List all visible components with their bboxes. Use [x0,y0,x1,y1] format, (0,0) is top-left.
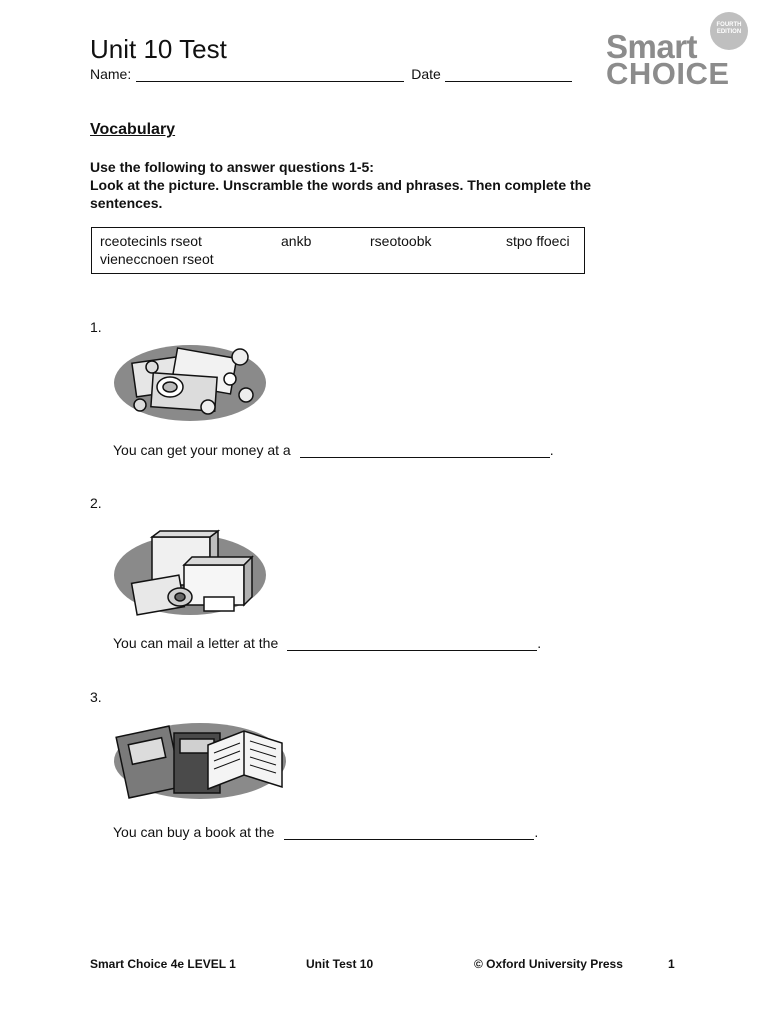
money-illustration [112,337,268,430]
page-number: 1 [668,957,675,971]
answer-line[interactable] [287,637,537,651]
name-line[interactable] [136,68,404,82]
question-number: 2. [90,495,102,511]
logo-line-2: CHOICE [606,56,730,91]
word-item: ankb [281,233,312,249]
badge-line-1: FOURTH [716,22,742,28]
footer-level: Smart Choice 4e LEVEL 1 [90,957,236,971]
sentence-row [113,442,554,458]
books-illustration [112,713,290,808]
sentence-end: . [537,635,542,651]
sentence-row [113,824,538,840]
sentence-text: You can get your money at a [113,442,291,458]
sentence-text: You can mail a letter at the [113,635,279,651]
smart-choice-logo [604,8,750,91]
date-label: Date [411,66,441,82]
footer-copyright: © Oxford University Press [474,957,623,971]
sentence-end: . [534,824,539,840]
post-office-illustration [112,527,270,624]
sentence-end: . [549,442,554,458]
word-item: rseotoobk [370,233,432,249]
instruction-line-1: Use the following to answer questions 1-5: [90,159,374,175]
page-title: Unit 10 Test [90,34,227,64]
badge-line-2: EDITION [716,29,742,35]
word-item: stpo ffoeci [506,233,570,249]
instructions [90,158,650,212]
answer-line[interactable] [284,826,534,840]
instruction-line-2: Look at the picture. Unscramble the words and phrases. Then complete the [90,177,591,193]
answer-line[interactable] [300,444,550,458]
word-item: vieneccnoen rseot [100,251,214,267]
question-number: 3. [90,689,102,705]
logo-line-1: Smart [606,28,698,65]
section-heading: Vocabulary [90,121,176,138]
sentence-text: You can buy a book at the [113,824,275,840]
name-date-row [90,66,572,82]
instruction-line-3: sentences. [90,195,163,211]
name-label: Name: [90,66,132,82]
date-line[interactable] [445,68,572,82]
word-box [91,227,585,274]
word-item: rceotecinls rseot [100,233,202,249]
sentence-row [113,635,541,651]
edition-badge [710,12,748,50]
question-number: 1. [90,319,102,335]
footer-unit: Unit Test 10 [306,957,374,971]
